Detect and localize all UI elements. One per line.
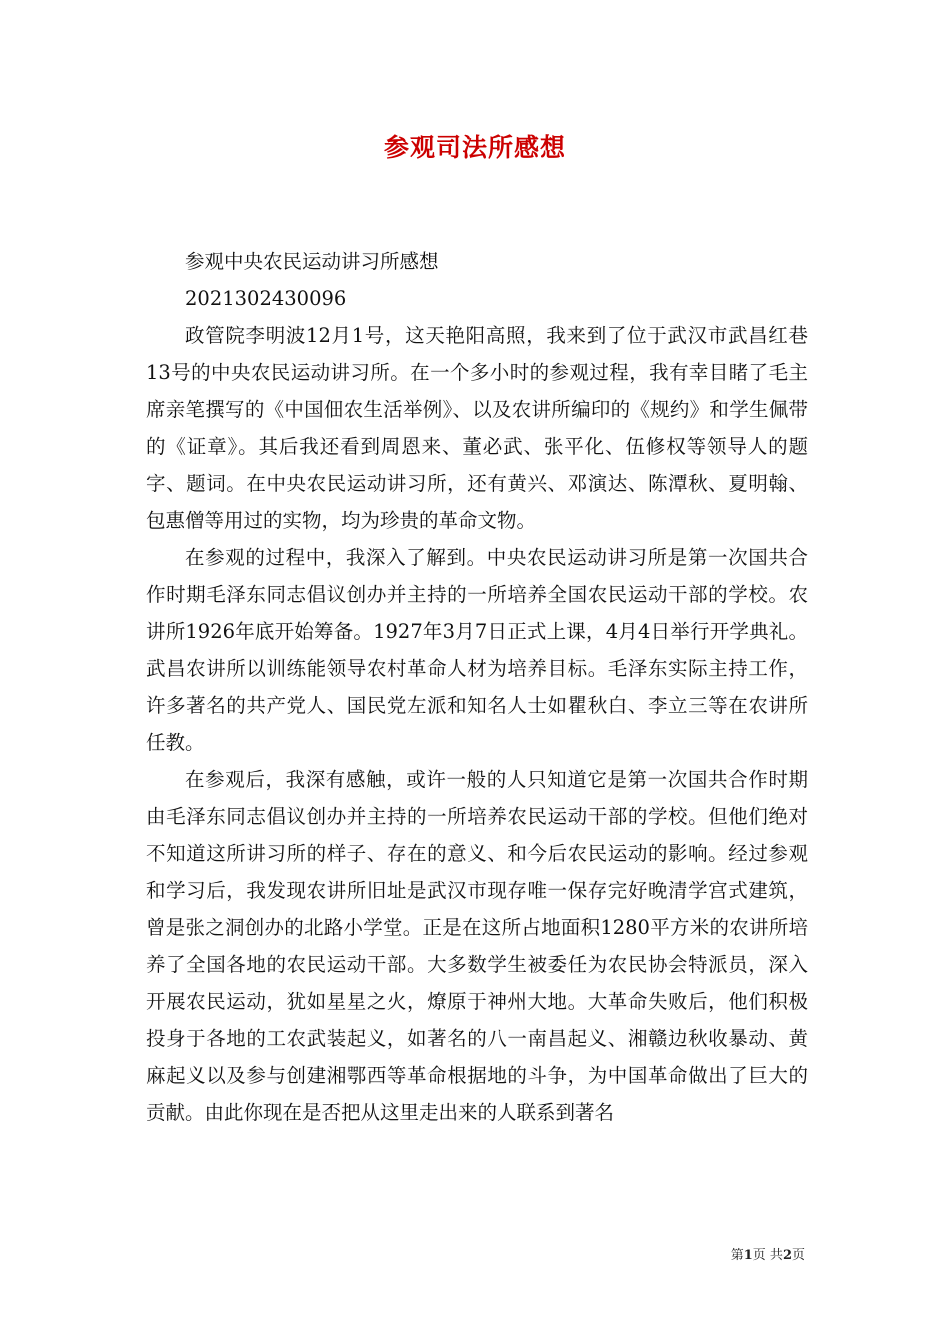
document-body <box>146 243 808 1131</box>
footer-prefix: 第 <box>730 1248 744 1263</box>
document-title: 参观司法所感想 <box>383 133 566 162</box>
footer-suffix: 页 <box>791 1248 805 1263</box>
paragraph-student-id: 2021302430096 <box>185 287 347 310</box>
paragraph-reflection: 在参观后，我深有感触，或许一般的人只知道它是第一次国共合作时期由毛泽东同志倡议创办并主持的一所培养农民运动干部的学校。但他们绝对不知道这所讲习所的样子、存在的意义、和今后农民运动的影响。经过参观和学习后，我发现农讲所旧址是武汉市现存唯一保存完好晚清学宫式建筑，曾是张之洞创办的北路小学堂。正是在这所占地面积1280平方米的农讲所培养了全国各地的农民运动干部。大多数学生被委任为农民协会特派员，深入开展农民运动，犹如星星之火，燎原于神州大地。大革命失败后，他们积极投身于各地的工农武装起义，如著名的八一南昌起义、湘赣边秋收暴动、黄麻起义以及参与创建湘鄂西等革命根据地的斗争，为中国革命做出了巨大的贡献。由此你现在是否把从这里走出来的人联系到著名 <box>146 768 808 1124</box>
page-footer <box>731 1247 805 1265</box>
footer-current-page: 1 <box>743 1248 753 1263</box>
footer-middle: 页 共 <box>752 1248 783 1263</box>
footer-total-pages: 2 <box>782 1248 792 1263</box>
paragraph-intro: 政管院李明波12月1号，这天艳阳高照，我来到了位于武汉市武昌红巷13号的中央农民运动讲习所。在一个多小时的参观过程，我有幸目睹了毛主席亲笔撰写的《中国佃农生活举例》、以及农讲所编印的《规约》和学生佩带的《证章》。其后我还看到周恩来、董必武、张平化、伍修权等领导人的题字、题词。在中央农民运动讲习所，还有黄兴、邓演达、陈潭秋、夏明翰、包惠僧等用过的实物，均为珍贵的革命文物。 <box>146 324 808 532</box>
paragraph-history: 在参观的过程中，我深入了解到。中央农民运动讲习所是第一次国共合作时期毛泽东同志倡议创办并主持的一所培养全国农民运动干部的学校。农讲所1926年底开始筹备。1927年3月7日正式上课，4月4日举行开学典礼。武昌农讲所以训练能领导农村革命人材为培养目标。毛泽东实际主持工作，许多著名的共产党人、国民党左派和知名人士如瞿秋白、李立三等在农讲所任教。 <box>146 546 808 754</box>
paragraph-subtitle: 参观中央农民运动讲习所感想 <box>185 250 439 273</box>
